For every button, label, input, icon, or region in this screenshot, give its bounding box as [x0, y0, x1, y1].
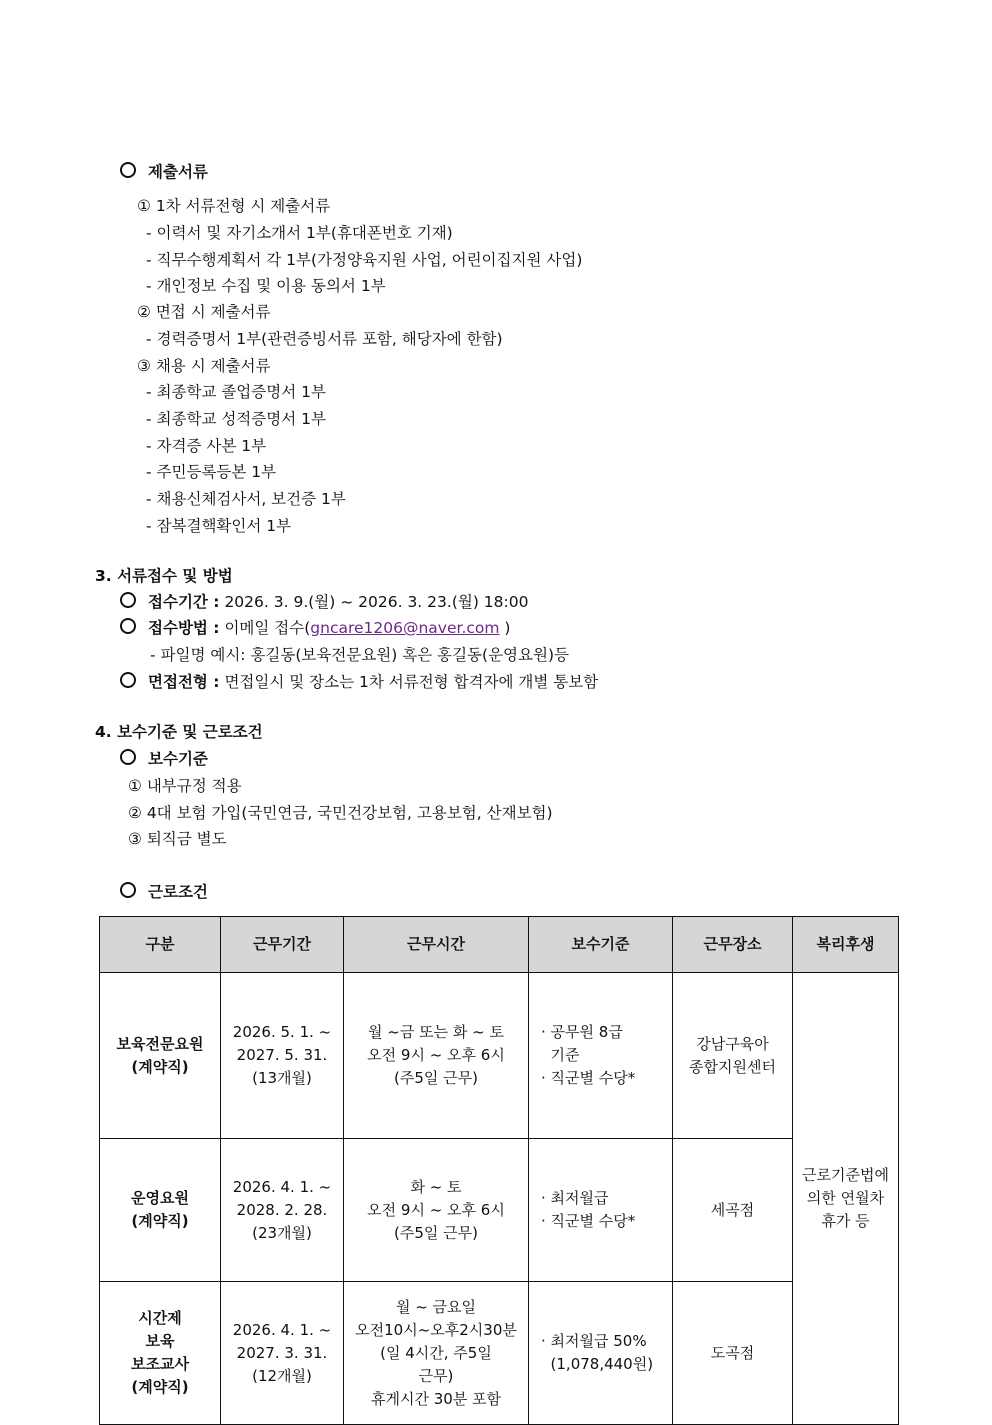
row-hours: 화 ~ 토 오전 9시 ~ 오후 6시 (주5일 근무) [344, 1139, 529, 1282]
header-pay: 보수기준 [529, 917, 673, 973]
table-row [100, 973, 899, 1139]
interview-row [120, 672, 598, 692]
row-period: 2026. 5. 1. ~ 2027. 5. 31. (13개월) [221, 973, 344, 1139]
list-item: - 잠복결핵확인서 1부 [146, 517, 292, 535]
header-period: 근무기간 [221, 917, 344, 973]
row-category: 운영요원 (계약직) [100, 1139, 221, 1282]
filename-example: - 파일명 예시: 홍길동(보육전문요원) 혹은 홍길동(운영요원)등 [150, 646, 569, 664]
list-item: - 개인정보 수집 및 이용 동의서 1부 [146, 277, 386, 295]
interview-value: 면접일시 및 장소는 1차 서류전형 합격자에 개별 통보함 [224, 673, 599, 691]
circle-bullet-icon [120, 592, 136, 608]
header-category: 구분 [100, 917, 221, 973]
circle-bullet-icon [120, 162, 136, 178]
stage1-title: ① 1차 서류전형 시 제출서류 [137, 197, 331, 215]
interview-label: 면접전형 : [148, 673, 220, 691]
header-welfare: 복리후생 [793, 917, 899, 973]
table-header-row [100, 917, 899, 973]
header-hours: 근무시간 [344, 917, 529, 973]
circle-bullet-icon [120, 749, 136, 765]
list-item: - 최종학교 성적증명서 1부 [146, 410, 326, 428]
email-link[interactable]: gncare1206@naver.com [310, 619, 500, 637]
period-label: 접수기간 : [148, 593, 220, 611]
section4-title: 4. 보수기준 및 근로조건 [95, 723, 263, 741]
list-item: ③ 퇴직금 별도 [128, 830, 227, 848]
conditions-heading: 근로조건 [120, 882, 208, 902]
table-row [100, 1282, 899, 1425]
row-period: 2026. 4. 1. ~ 2028. 2. 28. (23개월) [221, 1139, 344, 1282]
period-value: 2026. 3. 9.(월) ~ 2026. 3. 23.(월) 18:00 [224, 593, 529, 611]
list-item: - 경력증명서 1부(관련증빙서류 포함, 해당자에 한함) [146, 330, 503, 348]
section3-title: 3. 서류접수 및 방법 [95, 567, 233, 585]
row-hours: 월 ~ 금요일 오전10시~오후2시30분 (일 4시간, 주5일 근무) 휴게시간 30분 포함 [344, 1282, 529, 1425]
list-item: - 자격증 사본 1부 [146, 437, 267, 455]
method-suffix: ) [499, 619, 511, 637]
row-pay: · 최저월급 · 직군별 수당* [529, 1139, 673, 1282]
row-place: 도곡점 [673, 1282, 793, 1425]
welfare-cell: 근로기준법에 의한 연월차 휴가 등 [793, 973, 899, 1425]
pay-heading: 보수기준 [120, 749, 208, 769]
list-item: ② 4대 보험 가입(국민연금, 국민건강보험, 고용보험, 산재보험) [128, 804, 553, 822]
circle-bullet-icon [120, 672, 136, 688]
row-place: 세곡점 [673, 1139, 793, 1282]
method-label: 접수방법 : [148, 619, 220, 637]
method-prefix: 이메일 접수( [224, 619, 311, 637]
row-pay: · 최저월급 50% (1,078,440원) [529, 1282, 673, 1425]
table-row [100, 1139, 899, 1282]
row-category: 시간제 보육 보조교사 (계약직) [100, 1282, 221, 1425]
row-hours: 월 ~금 또는 화 ~ 토 오전 9시 ~ 오후 6시 (주5일 근무) [344, 973, 529, 1139]
row-place: 강남구육아 종합지원센터 [673, 973, 793, 1139]
list-item: - 주민등록등본 1부 [146, 463, 277, 481]
row-category: 보육전문요원 (계약직) [100, 973, 221, 1139]
method-row [120, 618, 510, 638]
stage2-title: ② 면접 시 제출서류 [137, 303, 271, 321]
period-row [120, 592, 528, 612]
list-item: - 직무수행계획서 각 1부(가정양육지원 사업, 어린이집지원 사업) [146, 251, 583, 269]
list-item: ① 내부규정 적용 [128, 777, 242, 795]
conditions-table [99, 916, 899, 1425]
circle-bullet-icon [120, 618, 136, 634]
header-place: 근무장소 [673, 917, 793, 973]
list-item: - 채용신체검사서, 보건증 1부 [146, 490, 346, 508]
row-period: 2026. 4. 1. ~ 2027. 3. 31. (12개월) [221, 1282, 344, 1425]
circle-bullet-icon [120, 882, 136, 898]
stage3-title: ③ 채용 시 제출서류 [137, 357, 271, 375]
row-pay: · 공무원 8급 기준 · 직군별 수당* [529, 973, 673, 1139]
list-item: - 이력서 및 자기소개서 1부(휴대폰번호 기재) [146, 224, 453, 242]
list-item: - 최종학교 졸업증명서 1부 [146, 383, 326, 401]
docs-heading: 제출서류 [120, 162, 208, 182]
